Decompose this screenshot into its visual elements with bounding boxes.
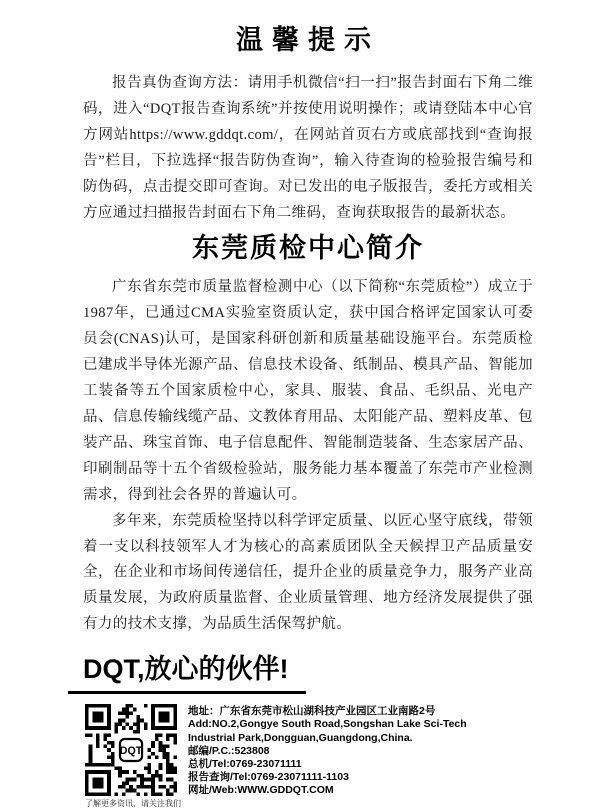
qr-center-logo: DQT bbox=[119, 745, 143, 758]
contact-line: 邮编/P.C.:523808 bbox=[188, 744, 270, 757]
intro-paragraph-1: 广东省东莞市质量监督检测中心（以下简称“东莞质检”）成立于1987年，已通过CMA实验室资质认定，获中国合格评定国家认可委员会(CNAS)认可，是国家科研创新和质量基础设施平台。东莞质检已建成半导体光源产品、信息技术设备、纸制品、模具产品、智能加工装备等五个国家质检中心，家具、服装、食品、毛织品、光电产品、信息传输线缆产品、文教体育用品、太阳能产品、塑料皮革、包装产品、珠宝首饰、电子信息配件、智能制造装备、生态家居产品、印刷制品等十五个省级检验站，服务能力基本覆盖了东莞市产业检测需求，得到社会各界的普遍认可。 bbox=[83, 279, 533, 503]
slogan-text: DQT,放心的伙伴! bbox=[83, 654, 289, 685]
qr-block bbox=[85, 704, 181, 809]
contact-line: Industrial Park,Dongguan,Guangdong,China. bbox=[188, 731, 413, 744]
tips-paragraph: 报告真伪查询方法：请用手机微信“扫一扫”报告封面右下角二维码，进入“DQT报告查询系统”并按使用说明操作；或请登陆本中心官方网站https://www.gddqt.com/，在网站首页右方或底部找到“查询报告”栏目，下拉选择“报告防伪查询”，输入待查询的检验报告编号和防伪码，点击提交即可查询。对已发出的电子版报告，委托方或相关方应通过扫描报告封面右下角二维码，查询获取报告的最新状态。 bbox=[83, 75, 533, 221]
slogan-divider bbox=[68, 691, 306, 694]
intro-title: 东莞质检中心简介 bbox=[192, 233, 424, 264]
contact-line: 网址/Web:WWW.GDDQT.COM bbox=[188, 784, 334, 797]
tips-title: 温馨提示 bbox=[236, 25, 380, 55]
qr-code-icon bbox=[85, 704, 177, 796]
qr-caption: 了解更多资讯，请关注我们 bbox=[85, 799, 181, 809]
contact-info bbox=[188, 704, 467, 797]
intro-paragraph-2: 多年来，东莞质检坚持以科学评定质量、以匠心坚守底线，带领着一支以科技领军人才为核心的高素质团队全天候捍卫产品质量安全，在企业和市场间传递信任，提升企业的质量竞争力，服务产业高质量发展，为政府质量监督、企业质量管理、地方经济发展提供了强有力的技术支撑，为品质生活保驾护航。 bbox=[83, 512, 533, 633]
contact-line: 地址：广东省东莞市松山湖科技产业园区工业南路2号 bbox=[188, 705, 436, 718]
footer bbox=[83, 654, 533, 809]
contact-line: 总机/Tel:0769-23071111 bbox=[188, 757, 302, 770]
contact-line: 报告查询/Tel:0769-23071111-1103 bbox=[188, 771, 349, 784]
footer-row bbox=[83, 704, 533, 809]
contact-line: Add:NO.2,Gongye South Road,Songshan Lake Sci-Tech bbox=[188, 718, 467, 731]
